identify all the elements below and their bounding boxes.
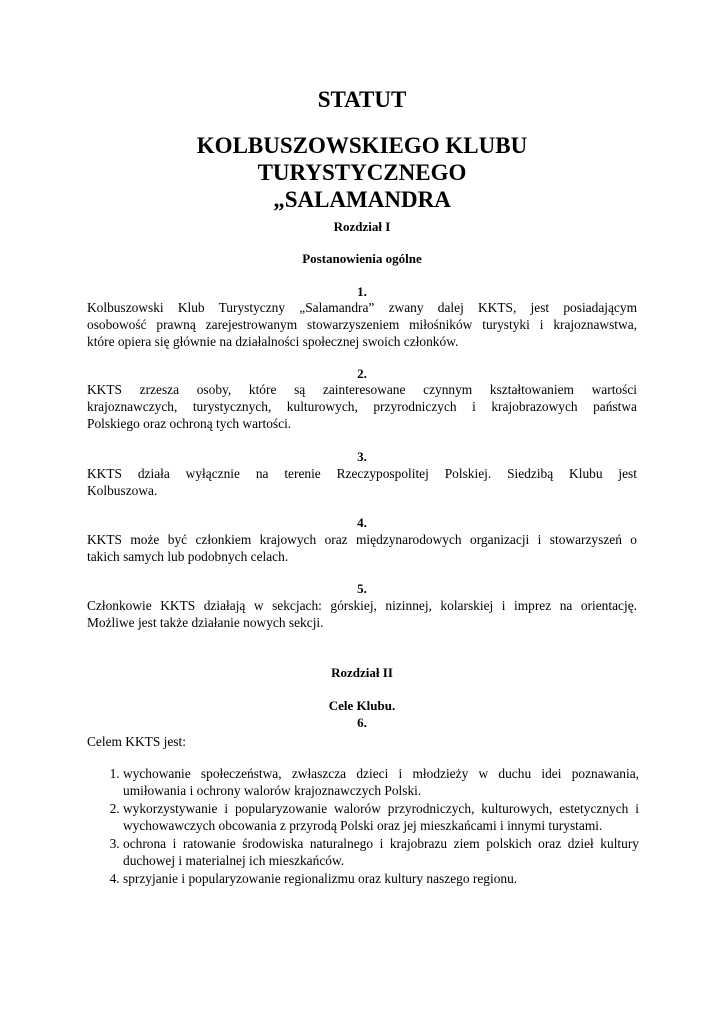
section-text	[87, 381, 637, 432]
section-number: 3.	[357, 449, 367, 464]
section-number: 2.	[357, 366, 367, 381]
subtitle-line: KOLBUSZOWSKIEGO KLUBU	[196, 133, 528, 158]
chapter1-heading: Rozdział I	[333, 219, 391, 234]
text-line: które opiera się głównie na działalności społecznej swoich członków.	[87, 334, 459, 349]
section-number: 5.	[357, 581, 367, 596]
list-item: 3. ochrona i ratowanie środowiska naturalnego i krajobrazu ziem polskich oraz dzieł kultury duchowej i materialnej ich mieszkańców.	[123, 835, 639, 869]
section-number: 4.	[357, 515, 367, 530]
text-line: krajoznawczych, turystycznych, kulturowych, przyrodniczych i krajobrazowych państwa	[87, 399, 637, 414]
list-item: 4. sprzyjanie i popularyzowanie regionalizmu oraz kultury naszego regionu.	[123, 870, 639, 887]
section-intro: Celem KKTS jest:	[87, 734, 186, 749]
text-line: osobowość prawną zarejestrowanym stowarzyszeniem miłośników turystyki i krajoznawstwa,	[87, 317, 637, 332]
chapter2-heading: Rozdział II	[331, 665, 393, 680]
section-text	[87, 531, 637, 565]
text-line: Kolbuszowa.	[87, 483, 158, 498]
section-text	[87, 299, 637, 350]
document-subtitle	[0, 132, 724, 213]
subtitle-line: TURYSTYCZNEGO	[257, 160, 467, 185]
text-line: Kolbuszowski Klub Turystyczny „Salamandra” zwany dalej KKTS, jest posiadającym	[87, 300, 637, 315]
document-title: STATUT	[317, 87, 407, 112]
text-line: KKTS zrzesza osoby, które są zainteresowane czynnym kształtowaniem wartości	[87, 382, 637, 397]
text-line: takich samych lub podobnych celach.	[87, 549, 289, 564]
text-line: KKTS może być członkiem krajowych oraz międzynarodowych organizacji i stowarzyszeń o	[87, 532, 637, 547]
section-text	[87, 597, 637, 631]
chapter1-subheading: Postanowienia ogólne	[302, 251, 422, 266]
section-number: 6.	[357, 715, 367, 730]
text-line: Członkowie KKTS działają w sekcjach: górskiej, nizinnej, kolarskiej i imprez na orientację.	[87, 598, 637, 613]
text-line: KKTS działa wyłącznie na terenie Rzeczypospolitej Polskiej. Siedzibą Klubu jest	[87, 466, 637, 481]
text-line: Polskiego oraz ochroną tych wartości.	[87, 416, 292, 431]
section-text	[87, 465, 637, 499]
chapter2-subheading: Cele Klubu.	[328, 698, 396, 713]
list-item: 2. wykorzystywanie i popularyzowanie walorów przyrodniczych, kulturowych, estetycznych i wychowawczych obcowania z przyrodą Polski oraz jej mieszkańcami i innymi turystami.	[123, 800, 639, 834]
list-item: 1. wychowanie społeczeństwa, zwłaszcza dzieci i młodzieży w duchu idei poznawania, umiłowania i ochrony walorów krajoznawczych Polski.	[123, 765, 639, 799]
goals-list	[87, 765, 639, 888]
section-number: 1.	[357, 284, 367, 299]
text-line: Możliwe jest także działanie nowych sekcji.	[87, 615, 324, 630]
subtitle-line: „SALAMANDRA	[273, 187, 451, 212]
